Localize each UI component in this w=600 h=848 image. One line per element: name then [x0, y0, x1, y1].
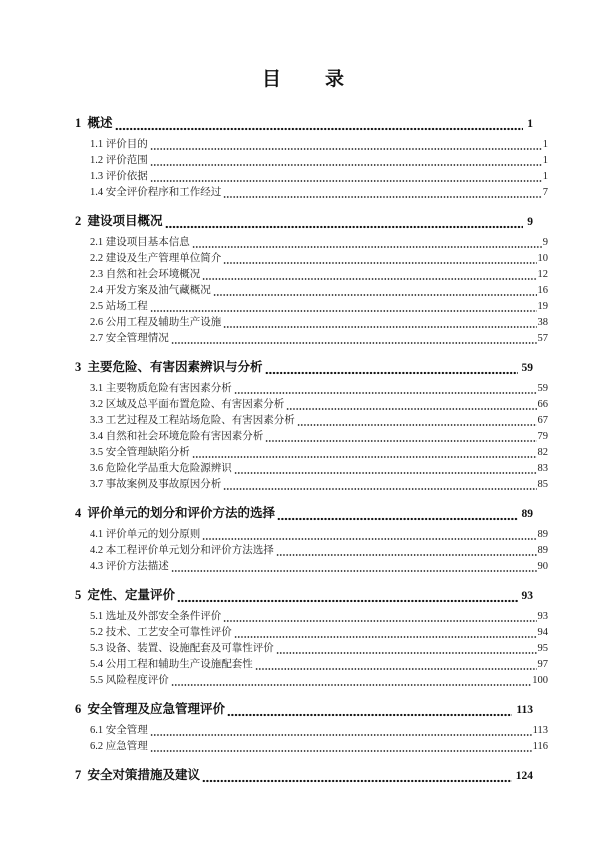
- toc-section-page: 79: [537, 431, 548, 442]
- toc-section-label: 5.2 技术、工艺安全可靠性评价: [90, 627, 232, 638]
- toc-section-label: 3.1 主要物质危险有害因素分析: [90, 383, 232, 394]
- toc-section-label: 5.4 公用工程和辅助生产设施配套性: [90, 659, 253, 670]
- dot-leader: [192, 245, 542, 249]
- toc-section-label: 3.5 安全管理缺陷分析: [90, 447, 190, 458]
- toc-section-label: 4.3 评价方法描述: [90, 561, 169, 572]
- toc-section-page: 7: [542, 187, 548, 198]
- toc-section-row: [75, 315, 548, 331]
- toc-chapter-page: 89: [521, 508, 533, 520]
- toc-section-row: [75, 609, 548, 625]
- dot-leader: [276, 553, 537, 557]
- toc-chapter-row: [75, 767, 533, 785]
- toc-section-page: 67: [537, 415, 548, 426]
- toc-section-page: 89: [537, 529, 548, 540]
- toc: [75, 115, 548, 785]
- toc-chapter-sections: [75, 527, 548, 575]
- dot-leader: [223, 487, 536, 491]
- toc-chapter-label: 6 安全管理及应急管理评价: [75, 702, 226, 716]
- dot-leader: [150, 163, 542, 167]
- toc-section-page: 57: [537, 333, 548, 344]
- toc-section-label: 1.3 评价依据: [90, 171, 148, 182]
- dot-leader: [223, 619, 536, 623]
- toc-section-row: [75, 625, 548, 641]
- toc-section-row: [75, 739, 548, 755]
- toc-section-label: 2.2 建设及生产管理单位简介: [90, 253, 222, 264]
- toc-chapter-label: 5 定性、定量评价: [75, 588, 176, 602]
- toc-chapter-sections: [75, 235, 548, 347]
- toc-chapter-page: 9: [527, 216, 533, 228]
- toc-section-page: 12: [537, 269, 548, 280]
- toc-section-row: [75, 461, 548, 477]
- dot-leader: [202, 779, 512, 783]
- toc-section-label: 6.2 应急管理: [90, 741, 148, 752]
- dot-leader: [177, 599, 517, 603]
- dot-leader: [223, 325, 536, 329]
- dot-leader: [265, 439, 536, 443]
- toc-section-row: [75, 381, 548, 397]
- toc-section-label: 3.7 事故案例及事故原因分析: [90, 479, 222, 490]
- toc-chapter-sections: [75, 381, 548, 493]
- toc-section-page: 100: [532, 675, 548, 686]
- toc-section-page: 93: [537, 611, 548, 622]
- toc-section-row: [75, 543, 548, 559]
- toc-section-row: [75, 429, 548, 445]
- toc-chapter: [75, 587, 548, 689]
- dot-leader: [165, 225, 524, 229]
- toc-section-label: 3.4 自然和社会环境危险有害因素分析: [90, 431, 264, 442]
- toc-section-page: 85: [537, 479, 548, 490]
- toc-section-row: [75, 559, 548, 575]
- toc-chapter-page: 1: [527, 118, 533, 130]
- toc-section-row: [75, 331, 548, 347]
- toc-chapter-sections: [75, 137, 548, 201]
- toc-section-page: 89: [537, 545, 548, 556]
- toc-chapter-row: [75, 505, 533, 523]
- dot-leader: [227, 713, 512, 717]
- toc-section-label: 5.1 选址及外部安全条件评价: [90, 611, 222, 622]
- dot-leader: [171, 683, 532, 687]
- toc-chapter-page: 93: [521, 590, 533, 602]
- dot-leader: [213, 293, 537, 297]
- toc-section-page: 19: [537, 301, 548, 312]
- toc-section-label: 6.1 安全管理: [90, 725, 148, 736]
- toc-chapter-row: [75, 115, 533, 133]
- toc-section-row: [75, 251, 548, 267]
- toc-title: 目 录: [261, 69, 346, 90]
- toc-section-page: 90: [537, 561, 548, 572]
- toc-section-row: [75, 413, 548, 429]
- dot-leader: [276, 651, 537, 655]
- toc-section-row: [75, 445, 548, 461]
- toc-section-page: 10: [537, 253, 548, 264]
- toc-section-label: 2.4 开发方案及油气藏概况: [90, 285, 211, 296]
- toc-chapter-label: 7 安全对策措施及建议: [75, 768, 201, 782]
- toc-chapter-row: [75, 587, 533, 605]
- toc-section-label: 2.1 建设项目基本信息: [90, 237, 190, 248]
- toc-section-row: [75, 641, 548, 657]
- toc-section-row: [75, 267, 548, 283]
- toc-section-row: [75, 169, 548, 185]
- toc-section-row: [75, 137, 548, 153]
- dot-leader: [171, 341, 537, 345]
- toc-section-label: 4.1 评价单元的划分原则: [90, 529, 201, 540]
- toc-chapter: [75, 767, 533, 785]
- toc-section-page: 94: [537, 627, 548, 638]
- toc-section-label: 1.2 评价范围: [90, 155, 148, 166]
- dot-leader: [150, 147, 542, 151]
- dot-leader: [202, 277, 536, 281]
- toc-section-row: [75, 397, 548, 413]
- dot-leader: [150, 733, 532, 737]
- toc-section-row: [75, 723, 548, 739]
- dot-leader: [255, 667, 537, 671]
- toc-section-label: 3.6 危险化学品重大危险源辨识: [90, 463, 232, 474]
- toc-chapter-label: 1 概述: [75, 116, 113, 130]
- toc-section-page: 9: [542, 237, 548, 248]
- toc-section-label: 5.3 设备、装置、设施配套及可靠性评价: [90, 643, 274, 654]
- toc-section-page: 1: [542, 171, 548, 182]
- toc-section-row: [75, 299, 548, 315]
- dot-leader: [223, 195, 542, 199]
- dot-leader: [150, 179, 542, 183]
- dot-leader: [223, 261, 536, 265]
- toc-section-page: 97: [537, 659, 548, 670]
- toc-chapter: [75, 359, 548, 493]
- toc-section-label: 2.3 自然和社会环境概况: [90, 269, 201, 280]
- dot-leader: [192, 455, 537, 459]
- dot-leader: [115, 127, 524, 131]
- toc-section-label: 2.7 安全管理情况: [90, 333, 169, 344]
- toc-section-row: [75, 673, 548, 689]
- toc-chapter: [75, 701, 548, 755]
- toc-section-page: 38: [537, 317, 548, 328]
- toc-section-label: 1.1 评价目的: [90, 139, 148, 150]
- toc-chapter-row: [75, 701, 533, 719]
- dot-leader: [297, 423, 537, 427]
- toc-section-page: 1: [542, 139, 548, 150]
- toc-section-label: 2.6 公用工程及辅助生产设施: [90, 317, 222, 328]
- toc-section-row: [75, 235, 548, 251]
- dot-leader: [234, 391, 537, 395]
- toc-section-row: [75, 527, 548, 543]
- dot-leader: [265, 371, 518, 375]
- toc-chapter-page: 124: [515, 770, 533, 782]
- toc-chapter-page: 113: [516, 704, 533, 716]
- toc-section-label: 3.3 工艺过程及工程站场危险、有害因素分析: [90, 415, 295, 426]
- toc-section-row: [75, 477, 548, 493]
- toc-chapter-row: [75, 359, 533, 377]
- toc-chapter: [75, 505, 548, 575]
- toc-section-row: [75, 185, 548, 201]
- toc-section-page: 113: [532, 725, 548, 736]
- toc-section-page: 95: [537, 643, 548, 654]
- toc-chapter: [75, 115, 548, 201]
- toc-chapter-sections: [75, 609, 548, 689]
- toc-section-label: 5.5 风险程度评价: [90, 675, 169, 686]
- dot-leader: [286, 407, 536, 411]
- dot-leader: [171, 569, 537, 573]
- toc-section-label: 3.2 区域及总平面布置危险、有害因素分析: [90, 399, 285, 410]
- toc-section-page: 82: [537, 447, 548, 458]
- toc-chapter: [75, 213, 548, 347]
- toc-chapter-label: 3 主要危险、有害因素辨识与分析: [75, 360, 263, 374]
- dot-leader: [150, 749, 532, 753]
- toc-chapter-label: 4 评价单元的划分和评价方法的选择: [75, 506, 276, 520]
- toc-section-page: 16: [537, 285, 548, 296]
- toc-section-row: [75, 153, 548, 169]
- toc-section-label: 1.4 安全评价程序和工作经过: [90, 187, 222, 198]
- toc-chapter-sections: [75, 723, 548, 755]
- toc-section-label: 2.5 站场工程: [90, 301, 148, 312]
- toc-chapter-row: [75, 213, 533, 231]
- toc-section-label: 4.2 本工程评价单元划分和评价方法选择: [90, 545, 274, 556]
- dot-leader: [234, 471, 537, 475]
- dot-leader: [277, 517, 517, 521]
- toc-chapter-page: 59: [521, 362, 533, 374]
- toc-section-page: 59: [537, 383, 548, 394]
- dot-leader: [234, 635, 537, 639]
- dot-leader: [202, 537, 536, 541]
- toc-section-page: 1: [542, 155, 548, 166]
- toc-section-page: 66: [537, 399, 548, 410]
- toc-section-page: 116: [532, 741, 548, 752]
- toc-chapter-label: 2 建设项目概况: [75, 214, 163, 228]
- dot-leader: [150, 309, 537, 313]
- toc-section-page: 83: [537, 463, 548, 474]
- toc-section-row: [75, 283, 548, 299]
- toc-section-row: [75, 657, 548, 673]
